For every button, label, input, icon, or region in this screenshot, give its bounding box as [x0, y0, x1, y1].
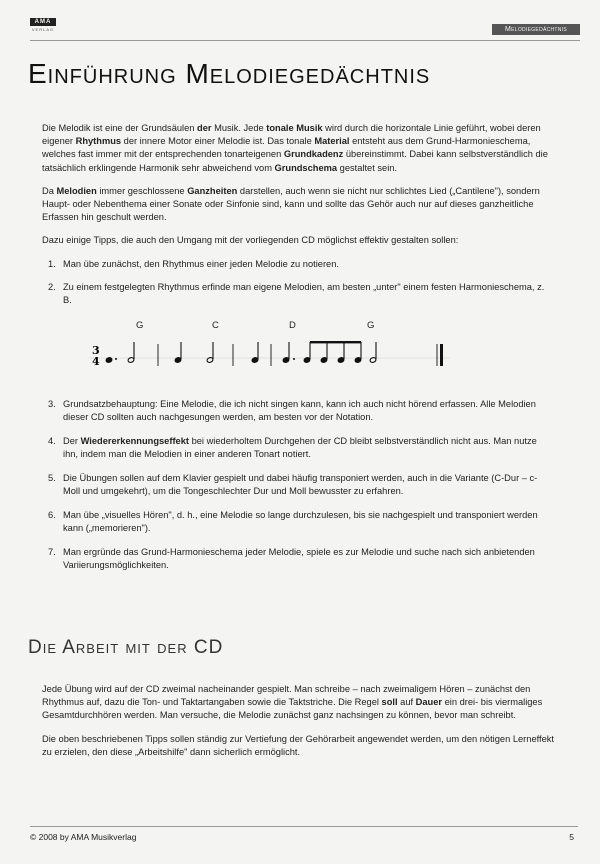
emphasis-text: Material [314, 136, 350, 147]
body-text: entsteht aus dem Grund-Harmonieschema, welches fast immer mit der entsprechenden tonarteigenen [42, 136, 531, 160]
time-signature-bottom: 4 [92, 355, 100, 368]
body-text: immer geschlossene [96, 185, 188, 196]
intro-paragraph-3 [42, 234, 554, 247]
body-text: darstellen, auch wenn sie nicht nur schlichtes Lied („Cantilene"), sondern Haupt- oder Nebenthema einer Sonate oder Sinfonie sind, kann und sollte das Gehör auch nur auf dieses ganzheitliche Erfassen hin geschult werden. [42, 185, 540, 223]
barlines [158, 344, 390, 366]
tip-item [42, 546, 554, 572]
emphasis-text: tonale Musik [266, 123, 323, 133]
half-note [206, 342, 213, 363]
section-tag: Melodiegedächtnis [492, 24, 580, 35]
body-text: übereinstimmt. Dabei kann selbstverständlich die tatsächlich erklingende Harmonik sehr abweichend vom [42, 149, 548, 173]
tip-item [42, 509, 554, 535]
emphasis-text: Grundkadenz [283, 149, 344, 160]
tip-item [42, 435, 554, 461]
tip-number: 1. [48, 258, 56, 269]
chord-symbol: G [367, 320, 375, 331]
body-text: der innere Motor einer Melodie ist. Das tonale [121, 136, 315, 147]
tip-number: 6. [48, 510, 56, 520]
body-text: Die Übungen sollen auf dem Klavier gespielt und dabei häufig transponiert werden, auch in die Variante (C-Dur – c-Moll und umgekehrt), um die Tongeschlechter Dur und Moll bewusster zu erfahren. [63, 473, 538, 497]
rhythm-notation [90, 320, 450, 380]
tips-list-top [42, 258, 554, 308]
emphasis-text: Ganzheiten [187, 185, 238, 196]
body-text: ein drei- bis viermaliges Gesamtdurchhören werden. Man versuche, die Melodie zunächst ganz nachsingen zu können, bevor man schreibt. [42, 697, 543, 721]
intro-section [42, 122, 554, 317]
body-text: Die oben beschriebenen Tipps sollen ständig zur Vertiefung der Gehörarbeit angewendet werden, um den nötigen Lerneffekt zu erzielen, den diese „Arbeitshilfe" dann sicherlich ermöglicht. [42, 733, 555, 757]
tip-item [42, 258, 554, 271]
cd-paragraph-1 [42, 683, 554, 723]
half-note [369, 342, 376, 363]
rhythm-staff [90, 334, 450, 374]
body-text: Man ergründe das Grund-Harmonieschema jeder Melodie, spiele es zur Melodie und suche nach sich anbietenden Variierungsmöglichkeiten. [63, 547, 535, 571]
body-text: Da [42, 185, 57, 196]
section-heading: Die Arbeit mit der CD [28, 637, 224, 658]
tip-number: 3. [48, 399, 56, 409]
body-text: Zu einem festgelegten Rhythmus erfinde man eigene Melodien, am besten „unter" einem festen Harmonieschema, z. B. [63, 281, 545, 306]
tip-item [42, 398, 554, 424]
tip-item [42, 281, 554, 307]
tip-number: 7. [48, 547, 56, 557]
final-barline [437, 344, 443, 366]
body-text: Die Melodik ist eine der Grundsäulen [42, 123, 198, 133]
page-title: Einführung Melodiegedächtnis [28, 58, 431, 89]
emphasis-text: soll [381, 697, 398, 708]
page-number: 5 [569, 832, 574, 842]
body-text: gestaltet sein. [337, 162, 398, 173]
body-text: Man übe „visuelles Hören", d. h., eine Melodie so lange durchzulesen, bis sie nachgespielt und transponiert werden kann („memorieren"). [63, 510, 538, 534]
intro-paragraph-2 [42, 185, 554, 225]
tip-item [42, 472, 554, 498]
tips-continued [42, 398, 554, 583]
chord-symbol: G [136, 320, 144, 331]
emphasis-text: Grundschema [274, 162, 338, 173]
header-rule [30, 40, 580, 41]
body-text: Jede Übung wird auf der CD zweimal nacheinander gespielt. Man schreibe – nach zweimaligem Hören – zunächst den Rhythmus auf, dazu die Ton- und Taktartangaben sowie die Taktstriche. Die Regel [42, 684, 531, 708]
tips-list-bottom [42, 398, 554, 572]
cd-section-body [42, 683, 554, 769]
tip-number: 4. [48, 436, 56, 446]
body-text: Grundsatzbehauptung: Eine Melodie, die ich nicht singen kann, kann ich auch nicht hörend erfassen. Alle Melodien dieser CD sollten auch nachgesungen werden, am besten vor der Notation. [63, 399, 536, 423]
quarter-note [251, 342, 258, 363]
emphasis-text: Dauer [415, 697, 443, 708]
eighth-notes-beamed [303, 341, 361, 363]
rhythm-notes [105, 341, 443, 366]
body-text: Man übe zunächst, den Rhythmus einer jeden Melodie zu notieren. [63, 258, 339, 269]
body-text: bei wiederholtem Durchgehen der CD bleibt selbstverständlich nicht aus. Man nutze ihn, indem man die Melodien in einer anderen Tonart notiert. [63, 436, 537, 460]
body-text: Musik. Jede [211, 123, 267, 133]
copyright-notice: © 2008 by AMA Musikverlag [30, 832, 137, 842]
body-text: wird durch die horizontale Linie geführt, wobei deren eigener [42, 123, 541, 147]
time-signature-top: 3 [92, 344, 100, 357]
emphasis-text: Rhythmus [75, 136, 122, 147]
chord-symbol: C [212, 320, 219, 331]
logo-text: AMA [30, 18, 56, 26]
body-text: Dazu einige Tipps, die auch den Umgang mit der vorliegenden CD möglichst effektiv gestalten sollen: [42, 235, 459, 246]
quarter-note [174, 342, 181, 363]
emphasis-text: Wiedererkennungseffekt [80, 436, 189, 446]
body-text: Der [63, 436, 81, 446]
body-text: auf [397, 697, 416, 708]
half-note [127, 342, 134, 363]
dotted-quarter-note [282, 342, 295, 363]
footer-rule [30, 826, 578, 827]
tip-number: 5. [48, 473, 56, 483]
logo-subtext: VERLAG [31, 27, 55, 32]
intro-paragraph-1 [42, 122, 554, 175]
emphasis-text: der [197, 123, 212, 133]
publisher-logo [30, 18, 56, 32]
cd-paragraph-2 [42, 733, 554, 759]
tip-number: 2. [48, 281, 56, 292]
chord-symbol: D [289, 320, 296, 331]
emphasis-text: Melodien [56, 185, 97, 196]
